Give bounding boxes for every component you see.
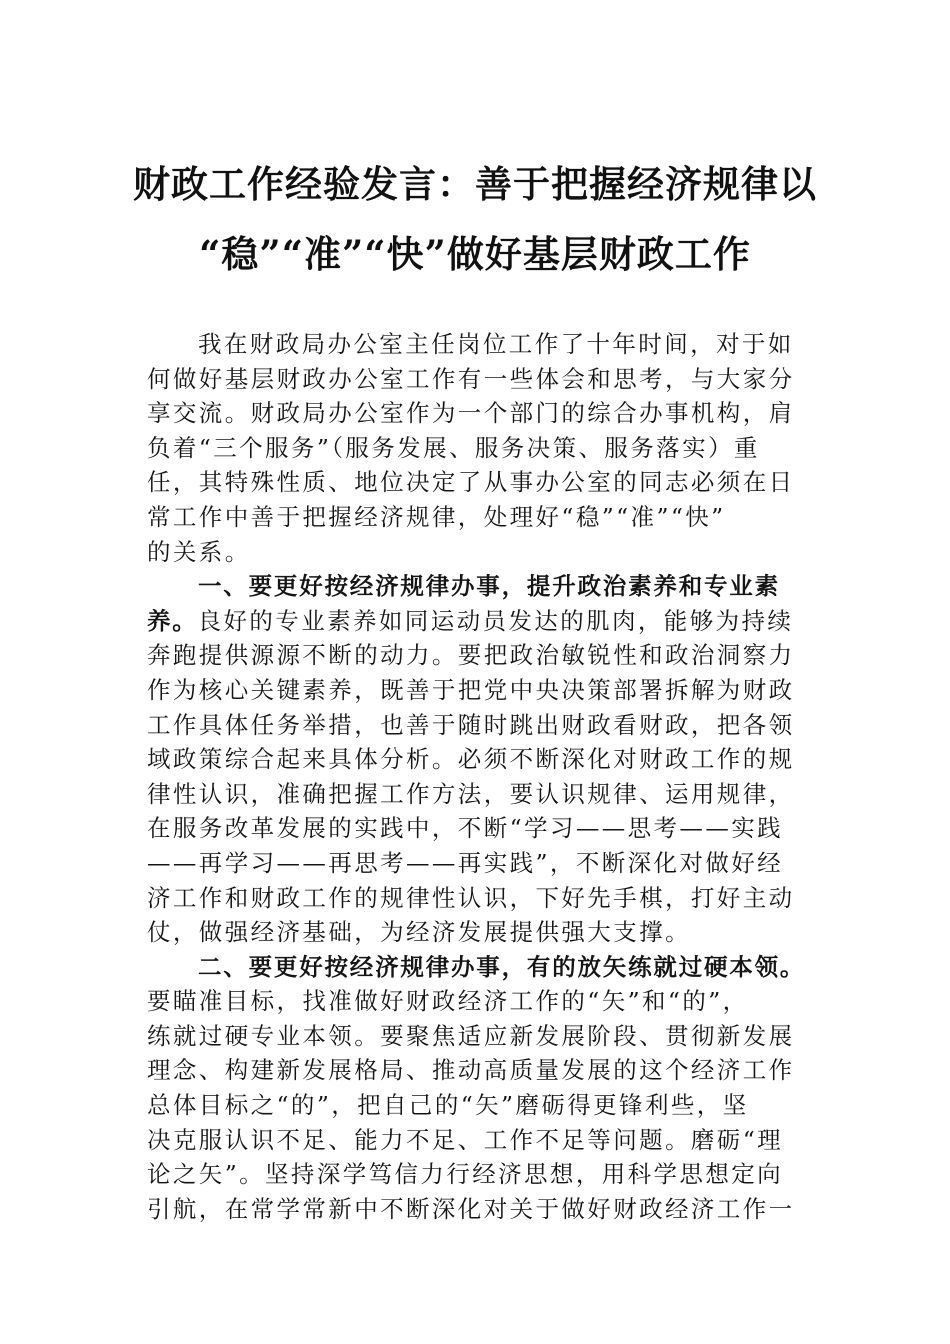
body-line-text: 任，其特殊性质、地位决定了从事办公室的同志必须在日 (147, 468, 795, 497)
body-line-text: 律性认识，准确把握工作方法，要认识规律、运用规律， (147, 779, 795, 808)
body-line (147, 846, 810, 881)
body-line (147, 535, 810, 570)
body-line (147, 777, 810, 812)
body-line-text: 的关系。 (147, 537, 251, 566)
body-line (147, 1157, 810, 1192)
body-line-text: 总体目标之“的”，把自己的“矢”磨砺得更锋利些，坚 (147, 1091, 749, 1120)
body-line-text: 我在财政局办公室主任岗位工作了十年时间，对于如 (198, 330, 794, 358)
section-heading-text: 一、要更好按经济规律办事，提升政治素养和专业素 (198, 572, 780, 601)
body-line (147, 1123, 810, 1158)
body-line-text: ——再学习——再思考——再实践”，不断深化对做好经 (147, 848, 784, 877)
body-line (147, 673, 810, 708)
body-line (147, 362, 810, 397)
body-line (147, 327, 810, 362)
body-line (147, 915, 810, 950)
body-line-text: 作为核心关键素养，既善于把党中央决策部署拆解为财政 (147, 675, 795, 704)
body-line-text: 负着“三个服务”（服务发展、服务决策、服务落实）重 (147, 433, 760, 462)
body-line-text: 享交流。财政局办公室作为一个部门的综合办事机构，肩 (147, 399, 795, 428)
section-heading-text: 二、要更好按经济规律办事，有的放矢练就过硬本领。 (198, 952, 806, 981)
body-line (147, 881, 810, 916)
body-line (147, 569, 810, 604)
body-line (147, 708, 810, 743)
body-line (147, 431, 810, 466)
body-line (147, 604, 810, 639)
body-line-text: 练就过硬专业本领。要聚焦适应新发展阶段、贯彻新发展 (147, 1021, 795, 1050)
body-line (147, 396, 810, 431)
body-line-text: 域政策综合起来具体分析。必须不断深化对财政工作的规 (147, 745, 795, 774)
body-line (147, 1053, 810, 1088)
body-line (147, 1019, 810, 1054)
body-line (147, 465, 810, 500)
body-line (147, 1192, 810, 1227)
body-line-text: 要瞄准目标，找准做好财政经济工作的“矢”和“的”， (147, 987, 749, 1016)
body-line (147, 811, 810, 846)
body-line-text: 理念、构建新发展格局、推动高质量发展的这个经济工作 (147, 1056, 795, 1085)
body-line-text: 仗，做强经济基础，为经济发展提供强大支撑。 (147, 918, 691, 947)
section-heading-text: 养。 (147, 606, 198, 635)
body-line (147, 638, 810, 673)
body-line (147, 950, 810, 985)
body-line-text: 济工作和财政工作的规律性认识，下好先手棋，打好主动 (147, 883, 795, 912)
body-line-text: 常工作中善于把握经济规律，处理好“稳”“准”“快” (147, 502, 726, 531)
body-line-text: 在服务改革发展的实践中，不断“学习——思考——实践 (147, 814, 784, 843)
body-line-text: 论之矢”。坚持深学笃信力行经济思想，用科学思想定向 (147, 1160, 784, 1189)
document-body (147, 327, 810, 1226)
document-title-line-2: “稳”“准”“快”做好基层财政工作 (199, 232, 751, 276)
body-line-text: 决克服认识不足、能力不足、工作不足等问题。磨砺“理 (147, 1125, 784, 1154)
body-line (147, 1088, 810, 1123)
body-line-text: 良好的专业素养如同运动员发达的肌肉，能够为持续 (197, 606, 794, 635)
body-line (147, 742, 810, 777)
document-title-line-1: 财政工作经验发言：善于把握经济规律以 (133, 162, 817, 206)
body-line-text: 何做好基层财政办公室工作有一些体会和思考，与大家分 (147, 364, 795, 393)
body-line-text: 工作具体任务举措，也善于随时跳出财政看财政，把各领 (147, 710, 795, 739)
body-line-text: 引航，在常学常新中不断深化对关于做好财政经济工作一 (147, 1194, 795, 1223)
body-line (147, 500, 810, 535)
body-line-text: 奔跑提供源源不断的动力。要把政治敏锐性和政治洞察力 (147, 641, 795, 670)
body-line (147, 984, 810, 1019)
